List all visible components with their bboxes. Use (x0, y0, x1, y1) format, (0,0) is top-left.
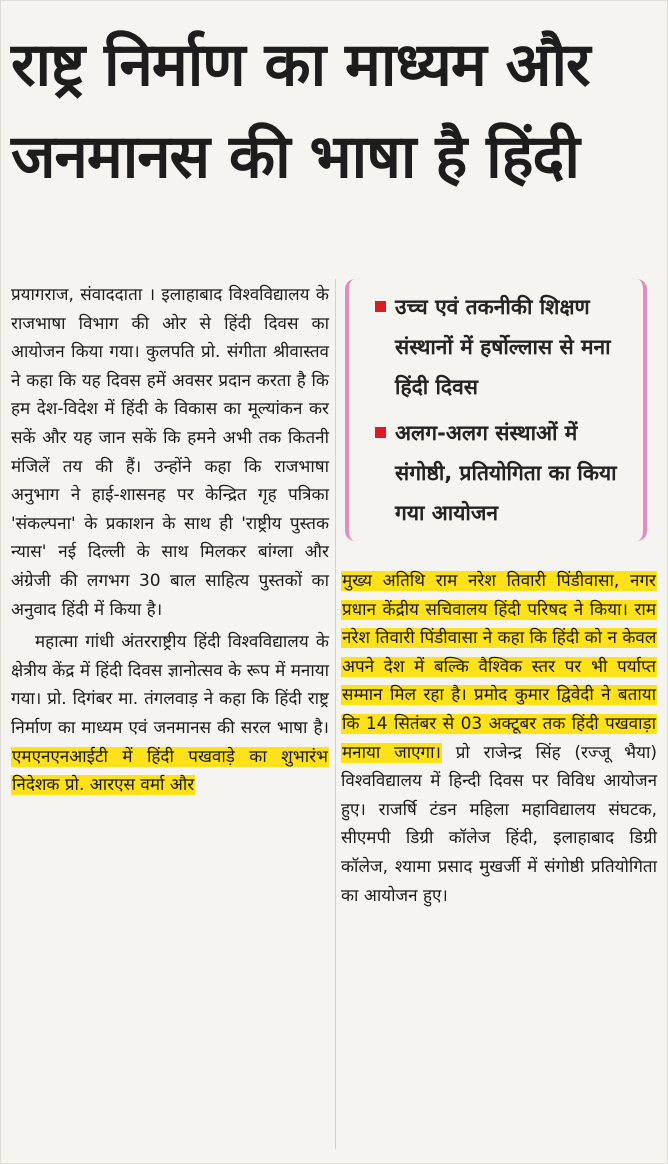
headline (11, 19, 661, 203)
column-divider (335, 279, 336, 1149)
highlights-box (345, 279, 647, 541)
headline-line-2: जनमानस की भाषा है हिंदी (11, 122, 579, 192)
red-square-icon (375, 301, 386, 312)
paragraph-3-text: प्रो राजेन्द्र सिंह (रज्जू भैया) विश्वविद्यालय में हिन्दी दिवस पर विविध आयोजन हुए। राजर्षि टंडन महिला महाविद्यालय संघटक, सीएमपी डिग्री कॉलेज हिंदी, इलाहाबाद डिग्री कॉलेज, श्यामा प्रसाद मुखर्जी में संगोष्ठी प्रतियोगिता का आयोजन हुए। (341, 742, 657, 906)
highlight-bullet (375, 413, 635, 533)
highlight-bullet (375, 287, 635, 407)
article-paragraph-1: प्रयागराज, संवाददाता । इलाहाबाद विश्वविद्यालय के राजभाषा विभाग की ओर से हिंदी दिवस का आयोजन किया गया। कुलपति प्रो. संगीता श्रीवास्तव ने कहा कि यह दिवस हमें अवसर प्रदान करता है कि हम देश-विदेश में हिंदी के विकास का मूल्यांकन कर सकें और यह जान सकें कि हमने अभी तक कितनी मंजिलें तय की हैं। उन्होंने कहा कि राजभाषा अनुभाग ने हाई-शासनह पर केन्द्रित गृह पत्रिका 'संकल्पना' के प्रकाशन के साथ ही 'राष्ट्रीय पुस्तक न्यास' नई दिल्ली के साथ मिलकर बांग्ला और अंग्रेजी की लगभग 30 बाल साहित्य पुस्तकों का अनुवाद हिंदी में किया है। (11, 285, 329, 620)
right-column (341, 567, 657, 910)
paragraph-2-text: महात्मा गांधी अंतरराष्ट्रीय हिंदी विश्वविद्यालय के क्षेत्रीय केंद्र में हिंदी दिवस ज्ञानोत्सव के रूप में मनाया गया। प्रो. दिगंबर मा. तंगलवाड़ ने कहा कि हिंदी राष्ट्र निर्माण का माध्यम एवं जनमानस की सरल भाषा है। (11, 632, 329, 738)
highlighted-text: एमएनएनआईटी में हिंदी पखवाड़े का शुभारंभ निदेशक प्रो. आरएस वर्मा और (12, 746, 328, 796)
article-paragraph-3 (341, 567, 657, 910)
bullet-text: उच्च एवं तकनीकी शिक्षण संस्थानों में हर्षोल्लास से मना हिंदी दिवस (395, 295, 611, 399)
left-column (11, 281, 329, 800)
article-paragraph-2 (11, 628, 329, 800)
bullet-text: अलग-अलग संस्थाओं में संगोष्ठी, प्रतियोगिता का किया गया आयोजन (395, 421, 617, 525)
headline-line-1: राष्ट्र निर्माण का माध्यम और (11, 30, 590, 100)
highlighted-text: मुख्य अतिथि राम नरेश तिवारी पिंडीवासा, नगर प्रधान केंद्रीय सचिवालय हिंदी परिषद ने किया। राम नरेश तिवारी पिंडीवासा ने कहा कि हिंदी को न केवल अपने देश में बल्कि वैश्विक स्तर पर भी पर्याप्त सम्मान मिल रहा है। प्रमोद कुमार द्विवेदी ने बताया कि 14 सितंबर से 03 अक्टूबर तक हिंदी पखवाड़ा मनाया जाएगा। (342, 571, 657, 763)
red-square-icon (375, 427, 386, 438)
